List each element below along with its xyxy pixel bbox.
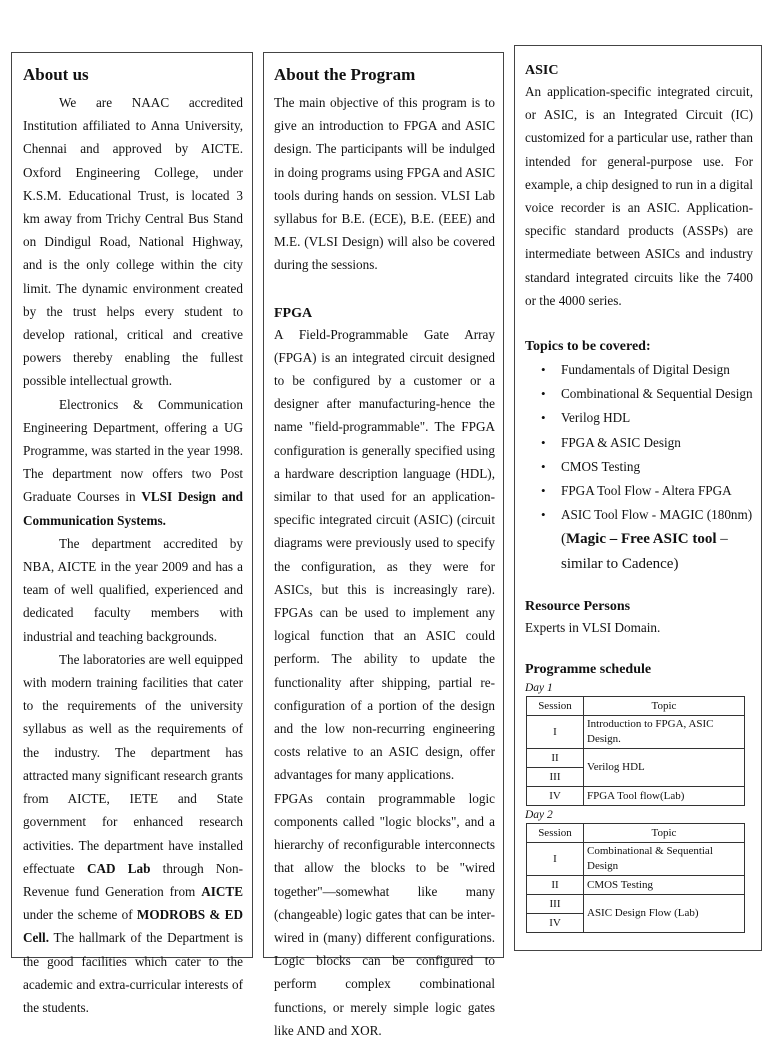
topic-item <box>561 503 753 576</box>
about-us-pg-courses: VLSI Design and Communication Systems. <box>23 489 243 528</box>
col-topic-header: Topic <box>584 697 745 716</box>
about-us-para-4-a: The laboratories are well equipped with modern training facilities that cater to the requirements of the university syllabus as well as the requirements of the industry. The department has attracted many significant research grants from AICTE, IETE and State government for enhanced research activities. The department have installed effectuate <box>23 651 243 876</box>
topic-cell: FPGA Tool flow(Lab) <box>584 787 745 806</box>
day-2-label: Day 2 <box>525 809 553 822</box>
topic-cell: Verilog HDL <box>584 749 745 787</box>
day-1-table <box>526 696 745 806</box>
spacer <box>525 312 753 338</box>
session-cell: I <box>527 843 584 876</box>
spacer <box>525 576 753 598</box>
resource-text: Experts in VLSI Domain. <box>525 619 661 635</box>
program-panel <box>263 52 504 1038</box>
asic-panel <box>514 45 762 951</box>
about-us-para-2-text: Electronics & Communication Engineering Department, offering a UG Programme, was started in the year 1998. The department now offers two Post Graduate Courses in <box>23 396 243 505</box>
session-cell: II <box>527 749 584 768</box>
topic-cell: CMOS Testing <box>584 876 745 895</box>
about-us-para-4-e: under the scheme of <box>23 907 137 923</box>
about-us-aicte: AICTE <box>201 883 243 899</box>
topic-item: • CMOS Testing <box>561 455 753 479</box>
session-cell: III <box>527 895 584 914</box>
session-cell: III <box>527 768 584 787</box>
about-us-para-2 <box>23 393 243 532</box>
about-us-panel <box>11 52 253 1015</box>
col-session-header: Session <box>527 824 584 843</box>
fpga-para-2: FPGAs contain programmable logic components called "logic blocks", and a hierarchy of reconfigurable interconnects that allow the blocks to be "wired together"—somewhat like many (changeable) logic gates that can be inter-wired in (many) different configurations. Logic blocks can be configured to perform complex combinational functions, or merely simple logic gates like AND and XOR. <box>274 790 495 1038</box>
topic-item: • Combinational & Sequential Design <box>561 382 753 406</box>
topic-item: • FPGA & ASIC Design <box>561 431 753 455</box>
asic-text: An application-specific integrated circuit, or ASIC, is an Integrated Circuit (IC) customized for a particular use, rather than intended for general-purpose use. For example, a chip designed to run in a digital voice recorder is an ASIC. Application-specific standard products (ASSPs) are intermediate between ASICs and industry standard integrated circuits like the 7400 or the 4000 series. <box>525 84 753 308</box>
topic-cadence-note: – similar to Cadence) <box>561 531 728 572</box>
about-program-heading: About the Program <box>274 65 416 84</box>
topics-heading: Topics to be covered: <box>525 339 651 355</box>
topic-cell: Introduction to FPGA, ASIC Design. <box>584 716 745 749</box>
asic-heading: ASIC <box>525 63 559 78</box>
schedule-heading: Programme schedule <box>525 662 652 678</box>
spacer <box>525 639 753 661</box>
session-cell: I <box>527 716 584 749</box>
about-program-text: The main objective of this program is to give an introduction to FPGA and ASIC design. The participants will be indulged in doing programs using FPGA and ASIC tools during hands on session. VLSI Lab syllabus for B.E. (ECE), B.E. (EEE) and M.E. (VLSI Design) will also be covered during the sessions. <box>274 95 495 273</box>
about-us-para-4-c: through Non- Revenue fund Generation from <box>23 860 244 899</box>
about-us-para-1: We are NAAC accredited Institution affiliated to Anna University, Chennai and approved by AICTE. Oxford Engineering College, under K.S.M. Educational Trust, is located 3 km away from Trichy Central Bus Stand on Dindigul Road, National Highway, and is the only college within the city limit. The dynamic environment created by the trust helps every student to develop rational, critical and creative powers thereby enabling the fullest possible intellectual growth. <box>23 95 243 389</box>
day-1-label: Day 1 <box>525 682 553 695</box>
about-us-para-4 <box>23 648 243 1019</box>
topic-item-label: ASIC Tool Flow - MAGIC (180nm) <box>561 507 753 523</box>
spacer <box>274 277 495 305</box>
about-us-cad-lab: CAD Lab <box>86 860 151 876</box>
session-cell: II <box>527 876 584 895</box>
topic-item: • Fundamentals of Digital Design <box>561 358 753 382</box>
topic-magic-tool: Magic – Free ASIC tool <box>566 531 717 548</box>
col-topic-header: Topic <box>584 824 745 843</box>
about-us-para-3: The department accredited by NBA, AICTE in the year 2009 and has a team of well qualified, experienced and dedicated faculty members with industrial and teaching backgrounds. <box>23 535 243 644</box>
topics-list <box>525 358 753 576</box>
topic-item: • Verilog HDL <box>561 406 753 430</box>
topic-cell: ASIC Design Flow (Lab) <box>584 895 745 933</box>
resource-heading: Resource Persons <box>525 598 631 614</box>
about-us-para-4-g: The hallmark of the Department is the good facilities which cater to the academic and extra-curricular interests of the students. <box>23 930 243 1015</box>
session-cell: IV <box>527 914 584 933</box>
topic-item: • FPGA Tool Flow - Altera FPGA <box>561 479 753 503</box>
about-us-modrobs: MODROBS & ED Cell. <box>23 907 243 946</box>
col-session-header: Session <box>527 697 584 716</box>
about-us-heading: About us <box>23 65 89 84</box>
topic-cell: Combinational & Sequential Design <box>584 843 745 876</box>
session-cell: IV <box>527 787 584 806</box>
day-2-table <box>526 823 745 933</box>
topic-paren-open: ( <box>561 531 566 548</box>
fpga-para-1: A Field-Programmable Gate Array (FPGA) is an integrated circuit designed to be configured by a customer or a designer after manufacturing-hence the name "field-programmable". The FPGA configuration is generally specified using a hardware description language (HDL), similar to that used for an application-specific integrated circuit (ASIC) (circuit diagrams were previously used to specify the configuration, as they were for ASICs, but this is increasingly rare). FPGAs can be used to implement any logical function that an ASIC could perform. The ability to update the functionality after shipping, partial re-configuration of a portion of the design and the low non-recurring engineering costs relative to an ASIC design, offer advantages for many applications. <box>274 326 495 783</box>
fpga-heading: FPGA <box>274 305 313 321</box>
